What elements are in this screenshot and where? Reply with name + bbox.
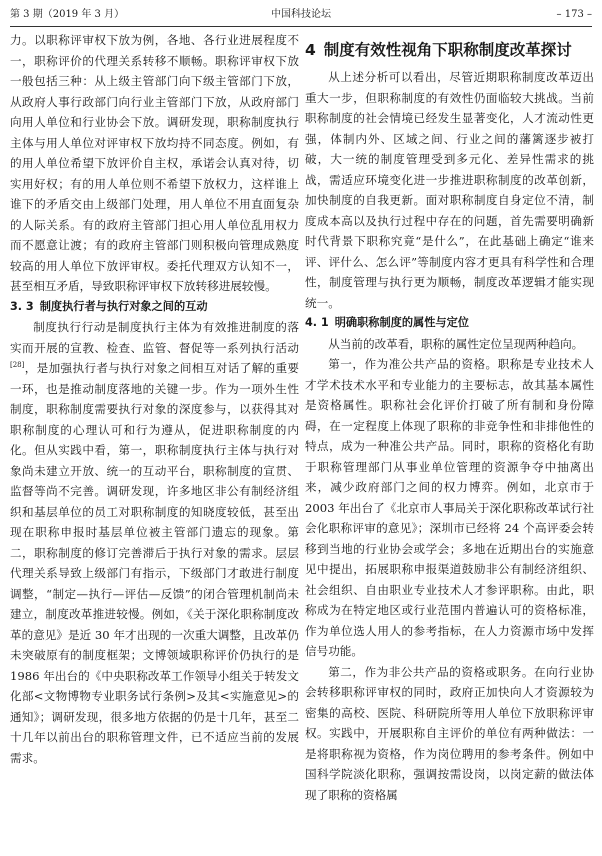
page-number: – 173 –	[556, 9, 592, 20]
subsection-number: 3. 3	[10, 299, 34, 313]
page-header	[10, 6, 592, 24]
right-column	[305, 30, 594, 848]
paragraph: 从上述分析可以看出，尽管近期职称制度改革迈出重大一步，但职称制度的有效性仍面临较大挑战。当前职称制度的社会情境已经发生显著变化，人才流动性更强，体制内外、区域之间、行业之间的藩篱逐步被打破，大一统的制度管理受到多元化、差异性需求的挑战，需适应环境变化进一步推进职称制度的改革创新，加快制度的自我更新。面对职称制度自身定位不清，制度成本高以及执行过程中存在的问题，首先需要明确新时代背景下职称究竟“是什么”，在此基础上确定“谁来评、评什么、怎么评”等制度内容才更具有科学性和合理性，制度管理与执行更为顺畅，制度改革逻辑才能实现统一。	[305, 70, 594, 310]
paragraph: 第一，作为准公共产品的资格。职称是专业技术人才学术技术水平和专业能力的主要标志，故其基本属性是资格属性。职称社会化评价打破了所有制和身份障碍，在一定程度上体现了职称的非竞争性和非排他性的特点，成为一种准公共产品。同时，职称的资格化有助于职称管理部门从事业单位管理的资源争夺中抽离出来，减少政府部门之间的权力博弈。例如，北京市于 2003 年出台了《北京市人事局关于深化职称改革试行社会化职称评审的意见》；深圳市已经将 24 个高评委会转移到当地的行业协会或学会；多地在近期出台的实施意见中提出，拓展职称申报渠道鼓励非公有制经济组织、社会组织、自由职业专业技术人才参评职称。由此，职称成为在特定地区或行业范围内普遍认可的资格标准，作为单位选人用人的参考指标，在人力资源市场中发挥信号功能。	[305, 357, 594, 658]
citation-ref: [28]	[10, 361, 25, 370]
subsection-title: 明确职称制度的属性与定位	[334, 316, 469, 329]
paragraph-text: ，是加强执行者与执行对象之间相互对话了解的重要一环，也是推动制度落地的关键一步。作为一项外生性制度，职称制度需要执行对象的深度参与，以获得其对职称制度的心理认可和行为遵从，促进职称制度的内化。但从实践中看，第一，职称制度执行主体与执行对象尚未建立开放、统一的互动平台，职称制度的宣贯、监督等尚不完善。调研发现，许多地区非公有制经济组织和基层单位的员工对职称制度的知晓度较低，甚至出现在职称申报时基层单位被主管部门遗忘的现象。第二，职称制度的修订完善滞后于执行对象的需求。层层代理关系导致上级部门有指示，下级部门才敢进行制度调整，“制定—执行—评估—反馈”的闭合管理机制尚未建立，制度改革推进较慢。例如，《关于深化职称制度改革的意见》是近 30 年才出现的一次重大调整，且改革仍未突破原有的制度框架；文博领域职称评价仍执行的是 1986 年出台的《中央职称改革工作领导小组关于转发文化部<文物博物专业职务试行条例>及其<实施意见>的通知》；调研发现，很多地方依据的仍是十几年，甚至二十几年以前出台的职称管理文件，已不适应当前的发展需求。	[10, 361, 299, 765]
section-heading-4	[305, 38, 594, 63]
paragraph: 第二，作为非公共产品的资格或职务。在向行业协会转移职称评审权的同时，政府正加快向人才资源较为密集的高校、医院、科研院所等用人单位下放职称评审权。实践中，开展职称自主评价的单位有两种做法：一是将职称视为资格，作为岗位聘用的参考条件。例如中国科学院淡化职称，强调按需设岗，以岗定薪的做法体现了职称的资格属	[305, 664, 594, 802]
header-rule	[10, 26, 592, 27]
paragraph	[10, 317, 299, 768]
section-title: 制度有效性视角下职称制度改革探讨	[323, 41, 572, 59]
paragraph-text: 制度执行行动是制度执行主体为有效推进制度的落实而开展的宣教、检查、监管、督促等一系列执行活动	[10, 320, 299, 355]
paragraph: 力。以职称评审权下放为例，各地、各行业进展程度不一，职称评价的代理关系转移不顺畅。职称评审权下放一般包括三种：从上级主管部门向下级主管部门下放，从政府人事行政部门向行业主管部门下放，从政府部门向用人单位和行业协会下放。调研发现，职称制度执行主体与用人单位对评审权下放均持不同态度。例如，有的用人单位希望下放评价自主权，承诺会认真对待，切实用好权；有的用人单位则不希望下放权力，这样谁上谁下的矛盾交由上级部门处理，用人单位不用直面复杂的人际关系。有的政府主管部门担心用人单位乱用权力而不愿意让渡；有的政府主管部门则积极向管理成熟度较高的用人单位下放评审权。委托代理双方认知不一，甚至相互矛盾，导致职称评审权下放转移进展较慢。	[10, 33, 299, 293]
subsection-number: 4. 1	[305, 316, 329, 329]
paragraph: 从当前的改革看，职称的属性定位呈现两种趋向。	[328, 336, 584, 351]
left-column	[10, 30, 299, 848]
issue-info: 第 3 期（2019 年 3 月）	[10, 9, 125, 20]
subsection-title: 制度执行者与执行对象之间的互动	[39, 299, 208, 313]
journal-name: 中国科技论坛	[271, 9, 331, 20]
subsection-heading-3-3	[10, 297, 299, 318]
subsection-heading-4-1	[305, 313, 594, 334]
section-number: 4	[305, 41, 316, 59]
